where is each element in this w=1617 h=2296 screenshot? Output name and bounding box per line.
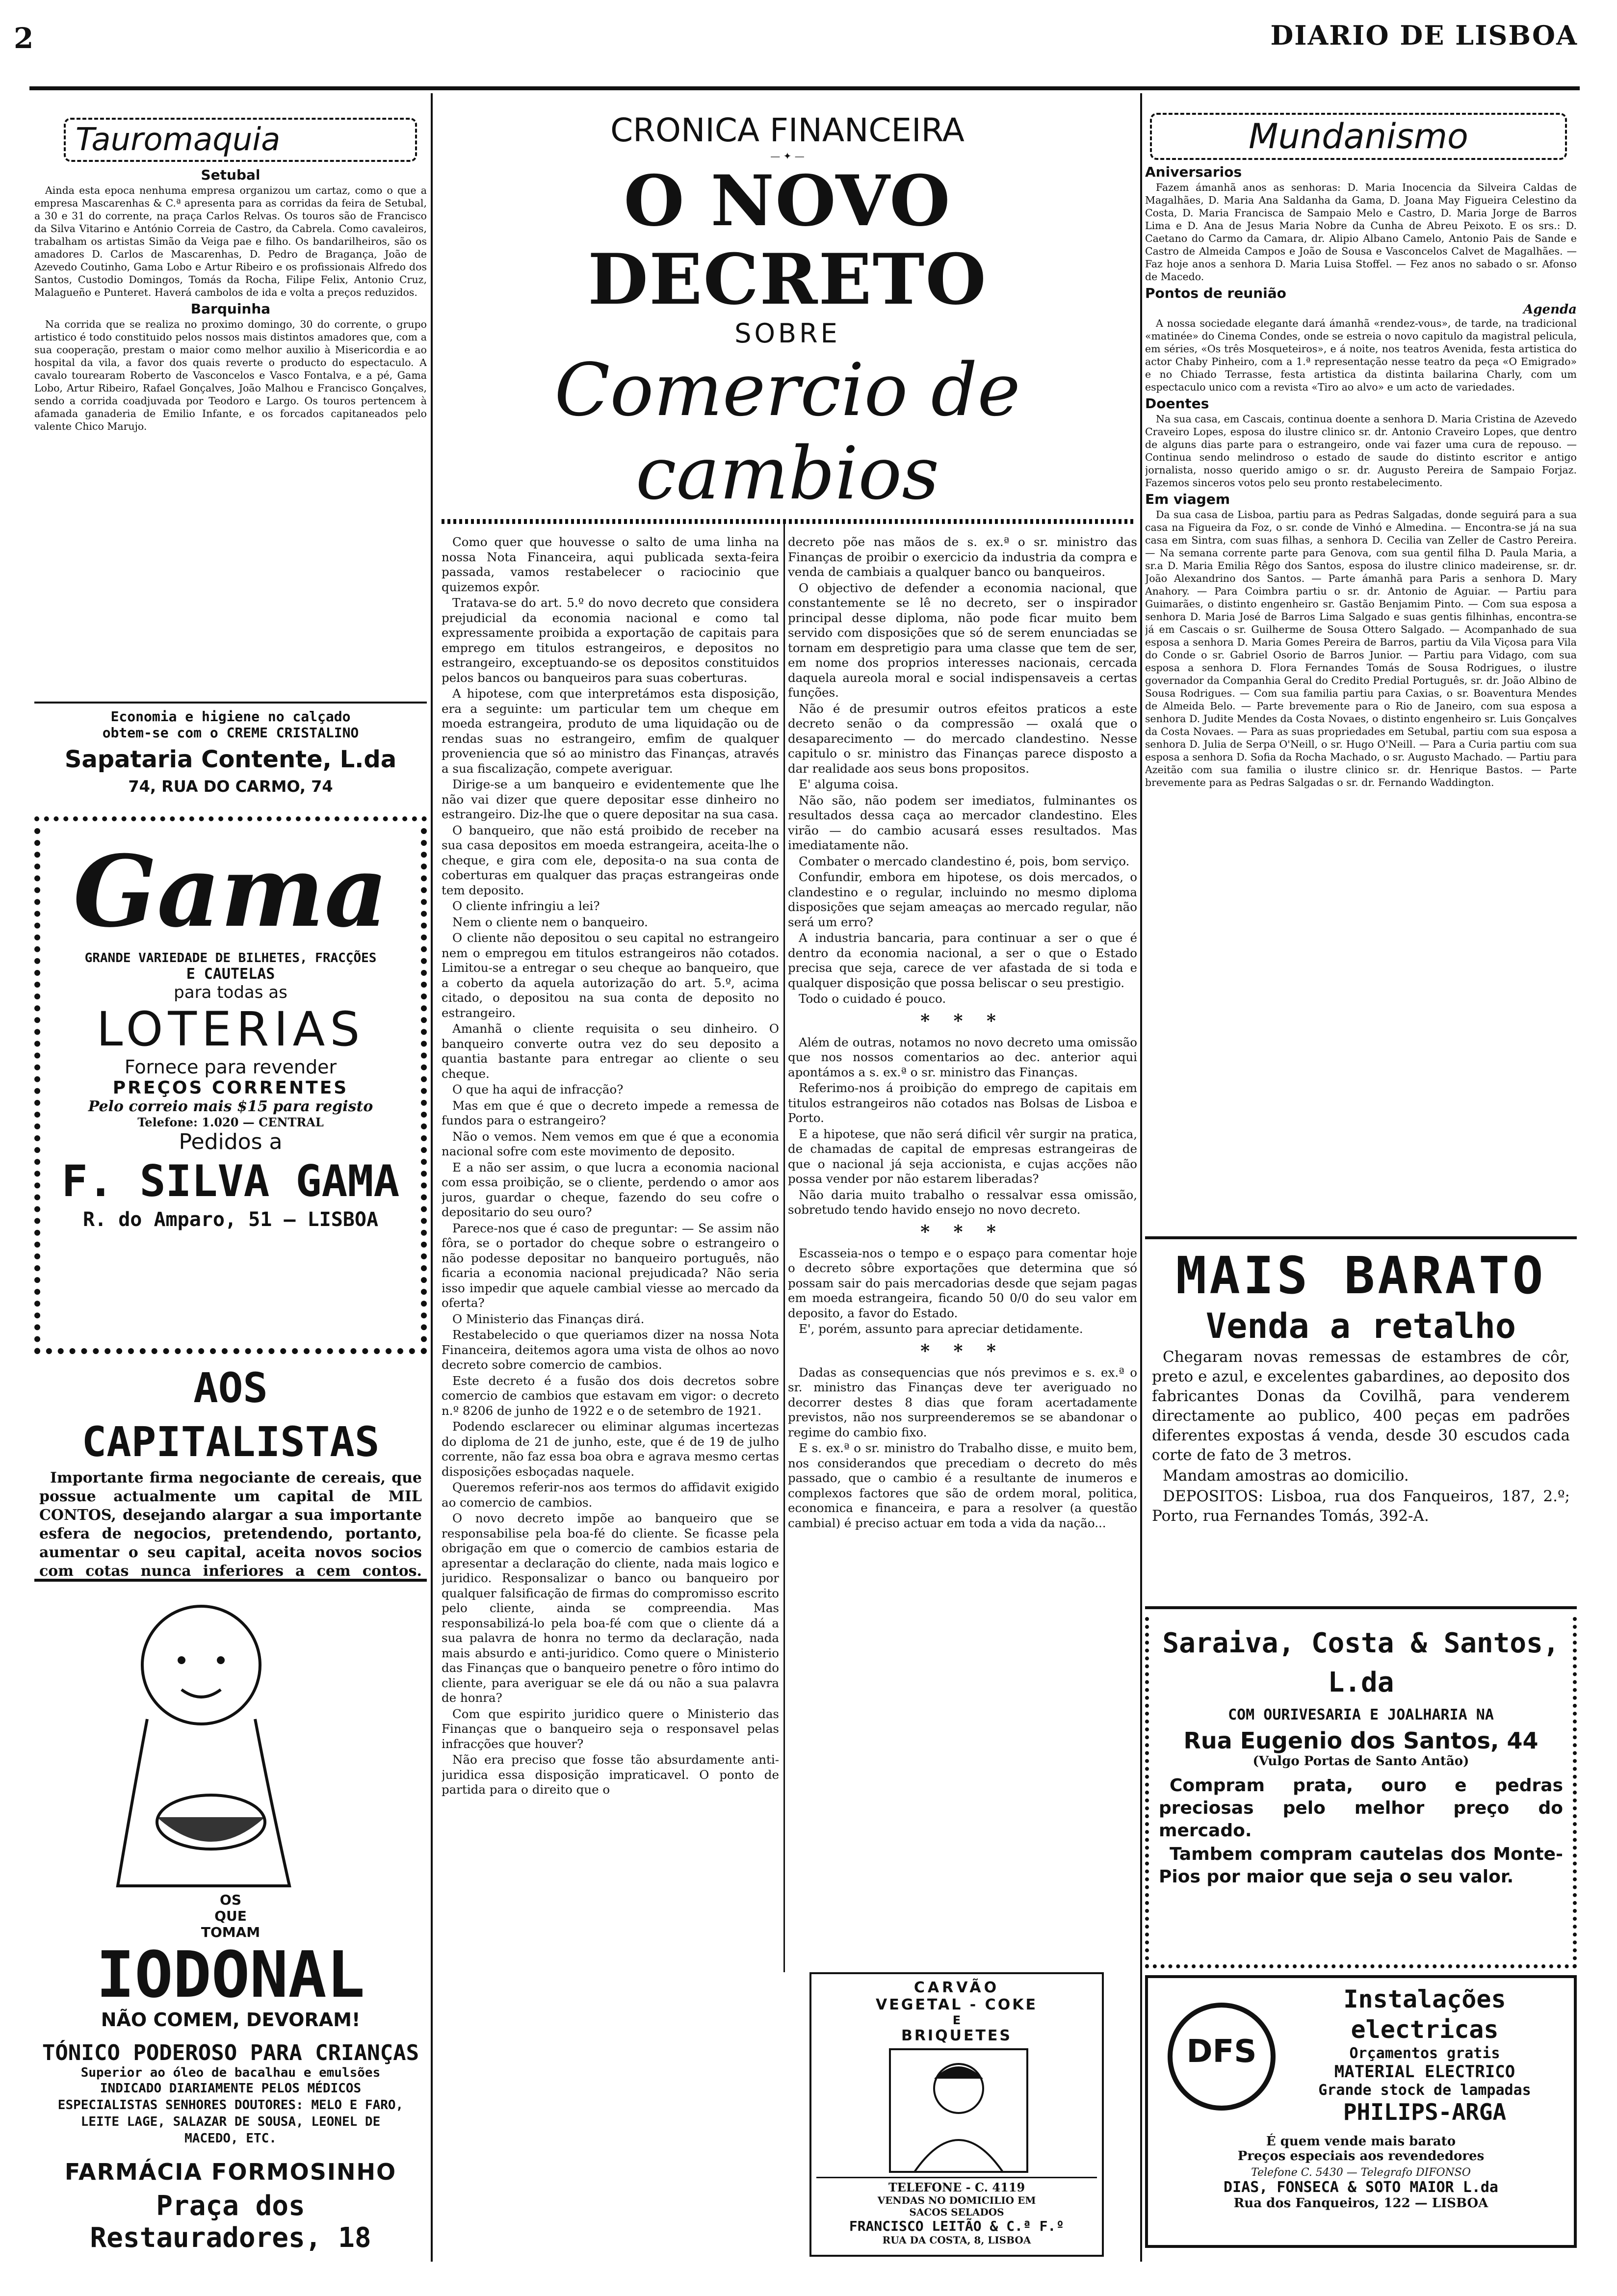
column-rule-center [783, 520, 785, 1972]
cronica-paragraph: Este decreto é a fusão dos dois decretos sobre comercio de cambios que estavam em vigor: o decreto n.º 8206 de junho de 1922 e o de setembro de 1921. [442, 1373, 779, 1418]
cronica-paragraph: decreto põe nas mãos de s. ex.ª o sr. ministro das Finanças de proibir o exercicio da industria da compra e venda de cambiais a qualquer banco ou banqueiros. [788, 535, 1137, 579]
cronica-column-1 [442, 535, 779, 2281]
cronica-paragraph: O cliente não depositou o seu capital no estrangeiro nem o empregou em titulos estrangeiros não cotados. Limitou-se a entregar o seu cheque ao banqueiro, que a coberto da aquela autorização do art. 5.º, acima citado, o depositou na sua conta de deposito no estrangeiro. [442, 931, 779, 1020]
cronica-paragraph: O banqueiro, que não está proibido de receber na sua casa depositos em moeda estrangeira, aceita-lhe o cheque, e gira com ele, deposita-o na sua conta de coberturas em qualquer das praças estrangeiras onde tem deposito. [442, 823, 779, 897]
agenda-label: Agenda [1523, 302, 1577, 317]
cronica-sobre: SOBRE [734, 318, 840, 349]
cronica-paragraph: E a não ser assim, o que lucra a economia nacional com essa proibição, se o cliente, perdendo o amor aos juros, guardar o cheque, fazendo do seu cofre o depositario do seu ouro? [442, 1160, 779, 1219]
page-number: 2 [14, 22, 34, 55]
carvao-line6: SACOS SELADOS [909, 2206, 1004, 2218]
cronica-column-2 [788, 535, 1137, 1967]
carvao-phone: TELEFONE - C. 4119 [816, 2177, 1097, 2194]
maisbarato-text: Chegaram novas remessas de estambres de côr, preto e azul, e excelentes gabardines, ao deposito dos fabricantes Donas da Covilhã, para venderem directamente ao publico, 400 peças em padrões diferentes expostas á venda, desde 30 escudos cada corte de fato de 3 metros. [1152, 1348, 1570, 1464]
newspaper-name: DIARIO DE LISBOA [1270, 20, 1578, 51]
maisbarato-line2: Mandam amostras ao domicilio. [1163, 1467, 1409, 1485]
iodonal-tonico: TÓNICO PODEROSO PARA CRIANÇAS [42, 2040, 419, 2065]
iodonal-farmacia: FARMÁCIA FORMOSINHO [64, 2159, 397, 2185]
cronica-paragraph: Nem o cliente nem o banqueiro. [452, 914, 648, 929]
saraiva-address: Rua Eugenio dos Santos, 44 [1183, 1727, 1539, 1754]
tauromaquia-section [34, 98, 427, 702]
column-rule-left [431, 93, 433, 2262]
aniversarios-heading: Aniversarios [1145, 164, 1242, 180]
sapataria-name: Sapataria Contente, L.da [64, 746, 397, 773]
iodonal-os: OS [220, 1892, 241, 1908]
doentes-text: Na sua casa, em Cascais, continua doente a senhora D. Maria Cristina de Azevedo Craveiro Lopes, esposa do ilustre clinico sr. dr. Antonio Craveiro Lopes, que dentro de alguns dias parte para o estrangeiro, onde vai fazer uma cura de repouso. — Continua sendo melindroso o estado de saude do distinto escritor e antigo jornalista, nosso querido amigo o sr. dr. Augusto Pereira de Sampaio Forjaz. Fazemos sinceros votos pelo seu pronto restabelecimento. [1145, 413, 1577, 489]
ad-iodonal [34, 1592, 427, 2276]
cronica-paragraph: Além de outras, notamos no novo decreto uma omissão que nos nossos comentarios ao dec. anterior aqui apontámos a s. ex.ª o sr. ministro das Finanças. [788, 1035, 1137, 1079]
section-break: * * * [920, 1221, 1005, 1242]
carvao-name: FRANCISCO LEITÃO & C.ª F.º [849, 2218, 1065, 2234]
cronica-paragraph: Mas em que é que o decreto impede a remessa de fundos para o estrangeiro? [442, 1098, 779, 1127]
saraiva-line1: COM OURIVESARIA E JOALHARIA NA [1228, 1706, 1494, 1723]
dfs-address: Rua dos Fanqueiros, 122 — LISBOA [1233, 2196, 1488, 2211]
dfs-line5: Preços especiais aos revendedores [1237, 2149, 1485, 2164]
section-break: * * * [920, 1010, 1005, 1031]
dfs-line1: Orçamentos gratis [1349, 2045, 1500, 2062]
reuniao-heading: Pontos de reunião [1145, 285, 1286, 301]
cronica-paragraph: Como quer que houvesse o salto de uma linha na nossa Nota Financeira, aqui publicada sexta-feira passada, vamos restabelecer o raciocinio que quizemos expôr. [442, 535, 779, 594]
carvao-address: RUA DA COSTA, 8, LISBOA [882, 2234, 1031, 2246]
cronica-paragraph: E a hipotese, que não será dificil vêr surgir na pratica, de chamadas de capital de empresas estrangeiras de que o nacional já seja accionista, e cujas acções não possa vender por não estarem liberadas? [788, 1126, 1137, 1186]
gama-name: F. SILVA GAMA [61, 1156, 400, 1206]
reuniao-text: A nossa sociedade elegante dará ámanhã «rendez-vous», de tarde, na tradicional «matinée» do Cinema Condes, onde se estreia o novo capitulo da magistral pelicula, em séries, «Os três Mosqueteiros», e á noite, nos teatros Avenida, festa artistica do actor Chaby Pinheiro, com a 1.ª representação nesse teatro da peça «O Emigrado» e no Chiado Terrasse, festa artistica da distinta bailarina Charly, com um espectaculo unico com a revista «Tiro ao alvo» e um acto de variedades. [1145, 317, 1577, 393]
sapataria-address: 74, RUA DO CARMO, 74 [128, 777, 333, 796]
cronica-paragraph: E s. ex.ª o sr. ministro do Trabalho disse, e muito bem, nos considerandos que precediam o decreto do mês passado, que o cambio é a resultante de inumeros e complexos factores que são de ordem moral, politica, economica e financeira, e para a resolver (a questão cambial) é preciso actuar em toda a vida da nação... [788, 1441, 1137, 1530]
viagem-heading: Em viagem [1145, 491, 1230, 507]
gama-loterias: LOTERIAS [96, 1002, 365, 1057]
ad-dfs [1145, 1975, 1577, 2248]
iodonal-tomam: TOMAM [201, 1924, 261, 1940]
dfs-logo [1168, 2003, 1276, 2111]
cronica-paragraph: Escasseia-nos o tempo e o espaço para comentar hoje o decreto sôbre exportações que determina que só possam sair do pais mercadorias desde que sejam pagas em moeda estrangeira, ficando 50 0/0 do seu valor em deposito, a favor do Estado. [788, 1246, 1137, 1320]
setubal-heading: Setubal [201, 167, 261, 183]
cronica-paragraph: O objectivo de defender a economia nacional, que constantemente se lê no decreto, ser o inspirador principal desse diploma, não pode ficar muito bem servido com disposições que só de serem enunciadas se tornam em despretigio para uma classe que tem de ser, em nome dos proprios interesses nacionais, cercada daquela aureola moral e social indispensaveis a certas funções. [788, 580, 1137, 700]
cronica-header [437, 98, 1138, 530]
cronica-subject: Comercio de cambios [554, 348, 1020, 516]
ad-saraiva [1145, 1617, 1577, 1968]
cronica-paragraph: E', porém, assunto para apreciar detidamente. [799, 1322, 1083, 1336]
maisbarato-depositos: DEPOSITOS: Lisboa, rua dos Fanqueiros, 187, 2.º; Porto, rua Fernandes Tomás, 392-A. [1152, 1487, 1570, 1525]
cronica-paragraph: Não o vemos. Nem vemos em que é que a economia nacional sofre com este movimento de deposito. [442, 1129, 779, 1158]
carvao-line2: VEGETAL - COKE [876, 1996, 1038, 2013]
cronica-paragraph: O Ministerio das Finanças dirá. [452, 1311, 645, 1326]
ad-capitalistas [34, 1354, 427, 1582]
cronica-paragraph: E' alguma coisa. [799, 777, 899, 791]
woman-illustration [816, 2044, 1101, 2177]
iodonal-brand: IODONAL [96, 1937, 365, 2012]
gama-line3: para todas as [174, 983, 287, 1002]
mundanismo-header [1150, 113, 1567, 160]
cronica-paragraph: Referimo-nos á proibição do emprego de capitais em titulos estrangeiros não cotados nas Bolsas de Lisboa e Porto. [788, 1081, 1137, 1125]
gama-logo: Gama [73, 834, 388, 949]
dfs-logo-text: DFS [1186, 2034, 1257, 2070]
cronica-paragraph: Dadas as consequencias que nós previmos e s. ex.ª o sr. ministro das Finanças deve ter averiguado no decorrer destes 8 dias que foram acertadamente previstos, não nos surpreenderemos se se abandonar o regime do cambio fixo. [788, 1365, 1137, 1439]
gama-address: R. do Amparo, 51 — LISBOA [82, 1208, 379, 1231]
tauromaquia-header [64, 118, 417, 162]
cronica-paragraph: O que ha aqui de infracção? [452, 1082, 624, 1096]
dfs-line2: MATERIAL ELECTRICO [1334, 2062, 1515, 2082]
cronica-paragraph: Podendo esclarecer ou eliminar algumas incertezas do diploma de 21 de junho, este, que é de 19 de julho corrente, não faz essa boa obra e agrava mesmo certas disposições esboçadas naquele. [442, 1419, 779, 1479]
gama-line6: Pelo correio mais $15 para registo [88, 1098, 373, 1115]
cronica-ornament: — ✦ — [770, 150, 805, 162]
barquinha-text: Na corrida que se realiza no proximo domingo, 30 do corrente, o grupo artistico é todo constituido pelos nossos mais distintos amadores que, com a sua cooperação, prestam o maior como melhor auxilio à Misericordia e ao hospital da vila, a favor dos quais reverte o producto do espectaculo. A cavalo tourearam Roberto de Vasconcelos e Vasco Fontalva, e a pé, Gama Lobo, Artur Ribeiro, Rafael Gonçalves, João Malhou e Francisco Gonçalves, sendo a corrida coadjuvada por Teodoro e Largo. Os touros pertencem à afamada ganaderia de Emilio Infante, e os forcados capitaneados pelo valente Chico Marujo. [34, 318, 427, 432]
cronica-paragraph: A industria bancaria, para continuar a ser o que é dentro da economia nacional, a ser o que o Estado precisa que seja, carece de ver afastada de si toda e qualquer disposição que possa beliscar o seu prestigio. [788, 931, 1137, 990]
cronica-paragraph: Não daria muito trabalho o ressalvar essa omissão, sobretudo tendo havido ensejo no novo decreto. [788, 1187, 1137, 1217]
doentes-heading: Doentes [1145, 395, 1209, 412]
maisbarato-subtitle: Venda a retalho [1205, 1306, 1516, 1346]
saraiva-line2: (Vulgo Portas de Santo Antão) [1252, 1754, 1469, 1769]
carvao-line4: BRIQUETES [901, 2027, 1013, 2044]
gama-line5: PREÇOS CORRENTES [112, 1078, 349, 1098]
capitalistas-text: Importante firma negociante de cereais, que possue actualmente um capital de MIL CONTOS, desejando alargar a sua importante esfera de negocios, pretendendo, portanto, aumentar o seu capital, aceita novos socios com cotas nunca inferiores a cem contos. [39, 1469, 422, 1580]
cronica-dotted-rule [442, 519, 1133, 524]
cronica-paragraph: Não é de presumir outros efeitos praticos a este decreto senão o da compressão — oxalá que o desaparecimento — do mercado clandestino. Nesse capitulo o sr. ministro das Finanças parece disposto a dar realidade aos seus bons propositos. [788, 701, 1137, 776]
cronica-paragraph: Não são, não podem ser imediatos, fulminantes os resultados dessa caça ao mercador clandestino. Eles virão — do cambio acusará esses resultados. Mas imediatamente não. [788, 793, 1137, 852]
carvao-line3: E [952, 2013, 961, 2027]
cronica-paragraph: Queremos referir-nos aos termos do affidavit exigido ao comercio de cambios. [442, 1480, 779, 1510]
saraiva-line4: Tambem compram cautelas dos Monte-Pios por maior que seja o seu valor. [1159, 1844, 1563, 1887]
cronica-paragraph: Com que espirito juridico quere o Ministerio das Finanças que o banqueiro seja o responsavel pelas infracções que houver? [442, 1706, 779, 1751]
iodonal-slogan: NÃO COMEM, DEVORAM! [101, 2009, 361, 2031]
iodonal-indicado: INDICADO DIARIAMENTE PELOS MÉDICOS ESPECIALISTAS SENHORES DOUTORES: MELO E FARO, LEITE LAGE, SALAZAR DE SOUSA, LEONEL DE MACEDO, ETC. [57, 2081, 404, 2146]
sapataria-line2: obtem-se com o CREME CRISTALINO [102, 725, 359, 741]
dfs-firm: DIAS, FONSECA & SOTO MAIOR L.da [1224, 2179, 1498, 2196]
dfs-line4: É quem vende mais barato [1266, 2134, 1456, 2149]
dfs-title: Instalações electricas [1343, 1985, 1506, 2044]
cronica-paragraph: O cliente infringiu a lei? [452, 899, 600, 913]
cronica-paragraph: Todo o cuidado é pouco. [799, 991, 946, 1006]
tauromaquia-title: Tauromaquia [76, 122, 281, 158]
gama-pedidos: Pedidos a [179, 1129, 283, 1154]
gama-phone: Telefone: 1.020 — CENTRAL [137, 1115, 324, 1129]
ad-maisbarato [1145, 1236, 1577, 1609]
cronica-paragraph: Tratava-se do art. 5.º do novo decreto que considera prejudicial da economia nacional e como tal expressamente proibida a exportação de capitais para emprego em titulos estrangeiros, e depositos no estrangeiro, exceptuando-se os depositos constituidos pelos bancos ou banqueiros para suas coberturas. [442, 596, 779, 685]
iodonal-que: QUE [214, 1908, 247, 1924]
dfs-brand: PHILIPS-ARGA [1343, 2099, 1507, 2125]
cronica-paragraph: Combater o mercado clandestino é, pois, bom serviço. [799, 854, 1130, 868]
dfs-telefone: Telefone C. 5430 — Telegrafo DIFONSO [1251, 2166, 1471, 2179]
masthead-rule [29, 86, 1580, 90]
cronica-deck [437, 528, 1138, 530]
ad-sapataria [34, 702, 427, 821]
saraiva-name: Saraiva, Costa & Santos, L.da [1162, 1627, 1560, 1698]
cronica-paragraph: O novo decreto impõe ao banqueiro que se responsabilise pela boa-fé do cliente. Se ficasse pela obrigação em que o comercio de cambios estaria de apresentar a declaração do cliente, nada mais logico e juridico. Responsalizar o banco ou banqueiro por qualquer falsificação de firmas do compromisso escrito pelo cliente, ainda se compreendia. Mas responsabilizá-lo pela boa-fé com que o cliente dá a sua palavra de honra no termo da declaração, nada mais absurdo e anti-juridico. Como quere o Ministerio das Finanças que o banqueiro penetre o fôro intimo do cliente, para averiguar se ele dá ou não a sua palavra de honra? [442, 1511, 779, 1705]
capitalistas-title: AOS CAPITALISTAS [81, 1364, 380, 1466]
mundanismo-title: Mundanismo [1249, 116, 1468, 157]
cronica-paragraph: Restabelecido o que queriamos dizer na nossa Nota Financeira, deitemos agora uma vista de olhos ao novo decreto sobre comercio de cambios. [442, 1328, 779, 1372]
cronica-paragraph: Dirige-se a um banqueiro e evidentemente que lhe não vai dizer que quere depositar esse dinheiro no estrangeiro. Diz-lhe que o quere depositar na sua casa. [442, 777, 779, 821]
section-break: * * * [920, 1340, 1005, 1361]
gama-line2: E CAUTELAS [186, 965, 275, 983]
aniversarios-text: Fazem ámanhã anos as senhoras: D. Maria Inocencia da Silveira Caldas de Magalhães, D. Maria Ana Saldanha da Gama, D. Joana May Figueira Celestino da Costa, D. Maria Francisca de Sampaio Melo e Castro, D. Maria Jorge de Barros Lima e D. Ana de Jesus Maria Nobre da Cunha de Abreu Peixoto. E os srs.: D. Caetano do Carmo da Camara, dr. Alipio Albano Camelo, Antonio Pais de Sande e Castro de Almeida Campos e João de Sousa e Vasconcelos Calvet de Magalhães. — Faz hoje anos a senhora D. Maria Luisa Stoffel. — Fez anos no sabado o sr. Afonso de Macedo. [1145, 182, 1577, 283]
cronica-kicker: CRONICA FINANCEIRA [610, 111, 965, 149]
baby-illustration [34, 1592, 427, 1896]
maisbarato-title: MAIS BARATO [1175, 1246, 1546, 1305]
viagem-text: Da sua casa de Lisboa, partiu para as Pedras Salgadas, donde seguirá para a sua casa na Figueira da Foz, o sr. conde de Vinhó e Almedina. — Encontra-se já na sua casa em Sintra, com suas filhas, a senhora D. Cecilia van Zeller de Castro Pereira. — Na semana corrente parte para Genova, com sua gentil filha D. Paula Maria, a sr.a D. Maria Emilia Rêgo dos Santos, esposa do ilustre clinico madeirense, sr. dr. João Alexandrino dos Santos. — Parte ámanhã para Paris a senhora D. Mary Anahory. — Para Coimbra partiu o sr. dr. Antonio de Aguiar. — Partiu para Guimarães, o distinto engenheiro sr. Gastão Benjamim Pinto. — Com sua esposa a senhora D. Maria José de Barros Lima Salgado e suas gentis filhinhas, encontra-se já em Cascais o sr. Guilherme de Sousa Ottero Salgado. — Acompanhado de sua esposa a senhora D. Maria Gomes Pereira de Barros, partiu da Vila Viçosa para Vila do Conde o sr. Gabriel Osorio de Barros Junior. — Partiu para Vidago, com sua esposa a senhora D. Flora Fernandes Tomás de Sousa Rodrigues, o ilustre governador da Companhia Geral do Credito Predial Português, sr. dr. João Albino de Sousa Rodrigues. — Com sua familia partiu para Caxias, o sr. Boaventura Mendes de Almeida Belo. — Parte brevemente para o Rio de Janeiro, com sua esposa a senhora D. Judite Mendes da Costa Novaes, o distinto engenheiro sr. Luis Gonçalves da Costa Novaes. — Para as suas propriedades em Setubal, partiu com sua esposa a senhora D. Julia de Serpa O'Neill, o sr. Hugo O'Neill. — Para a Curia partiu com sua esposa a senhora D. Sofia da Rocha Machado, o sr. Augusto Machado. — Partiu para Azeitão com sua familia o ilustre clinico sr. dr. Henrique Bastos. — Parte brevemente para as Pedras Salgadas o sr. dr. Fernando Waddington. [1145, 509, 1577, 788]
sapataria-line1: Economia e higiene no calçado [110, 708, 351, 725]
carvao-line1: CARVÃO [913, 1979, 1000, 1996]
cronica-paragraph: Amanhã o cliente requisita o seu dinheiro. O banqueiro converte outra vez do seu deposito a quantia bastante para entregar ao cliente o seu cheque. [442, 1021, 779, 1081]
ad-carvao [809, 1972, 1104, 2257]
cronica-paragraph: Não era preciso que fosse tão absurdamente anti-juridica essa disposição impraticavel. O ponto de partida para o direito que o [442, 1752, 779, 1797]
ad-gama [34, 828, 427, 1354]
right-column [1145, 98, 1577, 2276]
carvao-line5: VENDAS NO DOMICILIO EM [877, 2194, 1036, 2206]
column-rule-right [1140, 93, 1142, 2262]
cronica-headline: O NOVO DECRETO [588, 160, 987, 320]
cronica-paragraph: Confundir, embora em hipotese, os dois mercados, o clandestino e o regular, incluindo no mesmo diploma disposições que sejam ameaças ao mercado regular, não será um erro? [788, 870, 1137, 929]
saraiva-line3: Compram prata, ouro e pedras preciosas pelo melhor preço do mercado. [1159, 1775, 1563, 1841]
setubal-text: Ainda esta epoca nenhuma empresa organizou um cartaz, como o que a empresa Mascarenhas & C.ª apresenta para as corridas da feira de Setubal, a 30 e 31 do corrente, na praça Carlos Relvas. Os touros são de Francisco da Silva Vitarino e António Correia de Castro, da Cabrela. Como cavaleiros, trabalham os artistas Simão da Veiga pae e filho. Os bandarilheiros, são os amadores D. Carlos de Mascarenhas, D. Pedro de Bragança, João de Azevedo Coutinho, Gama Lobo e Artur Ribeiro e os profissionais Alfredo dos Santos, Custodio Domingos, Tomás da Rocha, Filipe Felix, Antonio Cruz, Malagueño e Punteret. Haverá cambolos de ida e volta a preços reduzidos. [34, 184, 427, 298]
iodonal-superior: Superior ao óleo de bacalhau e emulsões [80, 2065, 381, 2080]
barquinha-heading: Barquinha [190, 301, 271, 317]
gama-line1: GRANDE VARIEDADE DE BILHETES, FRACÇÕES [84, 951, 377, 965]
dfs-line3: Grande stock de lampadas [1318, 2082, 1531, 2099]
mundanismo-section [1145, 98, 1577, 1226]
left-column [34, 98, 427, 2276]
cronica-paragraph: Parece-nos que é caso de preguntar: — Se assim não fôra, se o portador do cheque sobre o estrangeiro o não podesse depositar no banqueiro português, não ficaria a economia nacional prejudicada? Não seria isso impedir que aquele cambial viesse ao mercado da oferta? [442, 1221, 779, 1310]
gama-line4: Fornece para revender [124, 1056, 337, 1078]
cronica-paragraph: A hipotese, com que interpretámos esta disposição, era a seguinte: um particular tem um cheque em moeda estrangeira, produto de uma liquidação ou de rendas suas no estrangeiro, emfim de qualquer proveniencia que só ao ministro das Finanças, através a sua fiscalização, compete averiguar. [442, 686, 779, 776]
iodonal-praca: Praça dos Restauradores, 18 [90, 2190, 371, 2254]
